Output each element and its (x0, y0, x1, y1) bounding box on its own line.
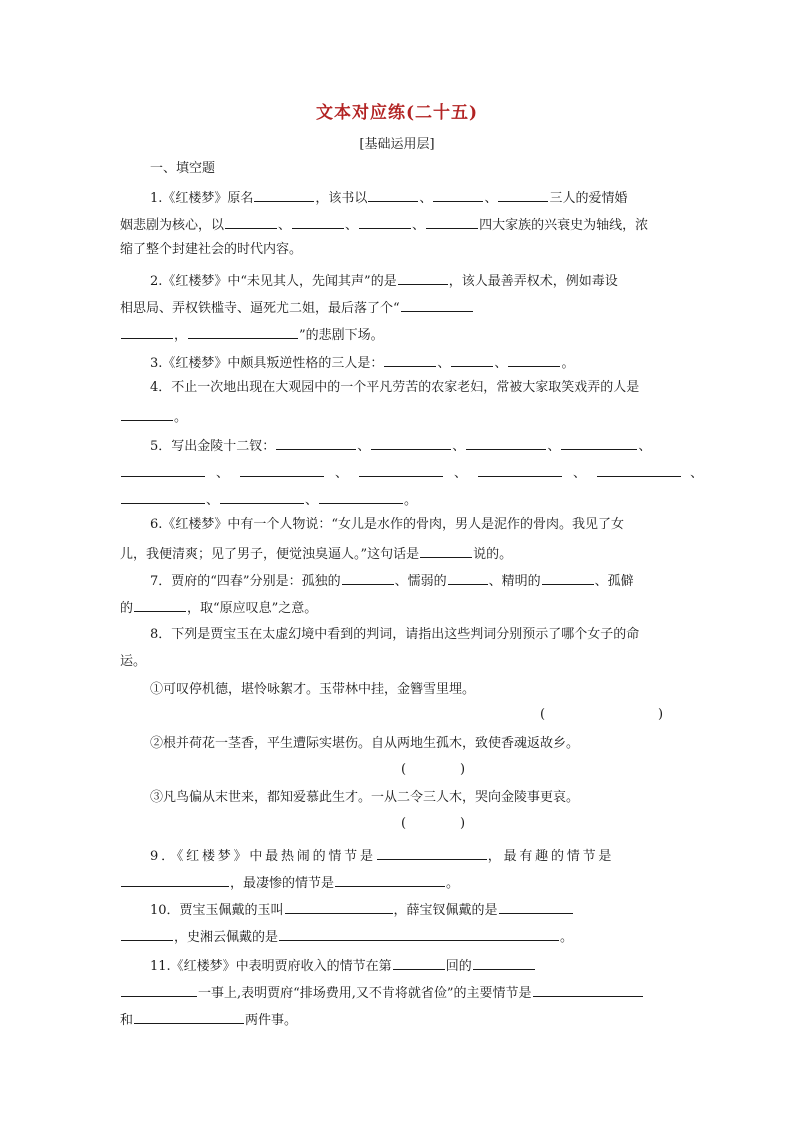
answer-blank[interactable] (426, 214, 478, 229)
question-6-line-2: 儿，我便清爽；见了男子，便觉浊臭逼人。”这句话是 说的。 (120, 543, 512, 564)
answer-blank[interactable] (342, 570, 394, 585)
question-6-line-1: 6.《红楼梦》中有一个人物说：“女儿是水作的骨肉，男人是泥作的骨肉。我见了女 (150, 517, 625, 532)
question-11-line-1: 11.《红楼梦》中表明贾府收入的情节在第 回的 (150, 955, 536, 976)
answer-blank[interactable] (542, 570, 594, 585)
answer-blank[interactable] (597, 462, 681, 477)
question-4-line-2: 。 (120, 406, 187, 427)
answer-paren-open: ( (540, 707, 546, 722)
answer-blank[interactable] (533, 982, 643, 997)
verse-1: ①可叹停机德，堪怜咏絮才。玉带林中挂，金簪雪里埋。 (150, 682, 476, 697)
question-8-line-1: 8．下列是贾宝玉在太虚幻境中看到的判词，请指出这些判词分别预示了哪个女子的命 (150, 627, 640, 642)
answer-blank[interactable] (508, 352, 560, 367)
answer-blank[interactable] (220, 489, 304, 504)
answer-paren-close: ) (658, 707, 664, 722)
verse-2: ②根并荷花一茎香，平生遭际实堪伤。自从两地生孤木，致使香魂返故乡。 (150, 736, 580, 751)
answer-blank[interactable] (433, 187, 483, 202)
answer-blank[interactable] (499, 899, 573, 914)
question-7-line-2: 的 ，取“原应叹息”之意。 (120, 597, 317, 618)
answer-blank[interactable] (121, 406, 173, 421)
answer-blank[interactable] (561, 435, 637, 450)
question-10-line-2: ，史湘云佩戴的是 。 (120, 926, 573, 947)
page-title: 文本对应练(二十五) (315, 103, 479, 123)
question-11-line-3: 和 两件事。 (120, 1009, 297, 1030)
answer-blank[interactable] (188, 324, 298, 339)
question-9-line-2: ，最凄惨的情节是 。 (120, 872, 459, 893)
answer-blank[interactable] (393, 955, 445, 970)
answer-blank[interactable] (359, 462, 443, 477)
answer-blank[interactable] (420, 543, 472, 558)
question-5-line-1: 5．写出金陵十二钗： 、 、 、 、 (150, 435, 651, 456)
answer-blank[interactable] (134, 1009, 244, 1024)
section-level-label: [基础运用层] (359, 137, 435, 152)
answer-blank[interactable] (121, 872, 229, 887)
answer-blank[interactable] (398, 270, 448, 285)
answer-paren-open: ( (401, 762, 407, 777)
answer-blank[interactable] (473, 955, 535, 970)
answer-blank[interactable] (498, 187, 548, 202)
question-11-line-2: 一事上,表明贾府“排场费用,又不肯将就省俭”的主要情节是 (120, 982, 644, 1003)
answer-blank[interactable] (448, 570, 488, 585)
answer-blank[interactable] (121, 982, 197, 997)
answer-blank[interactable] (466, 435, 546, 450)
answer-blank[interactable] (285, 899, 393, 914)
question-1-line-2: 姻悲剧为核心，以 、 、 、 四大家族的兴衰史为轴线，浓 (120, 214, 648, 235)
question-3: 3.《红楼梦》中颇具叛逆性格的三人是： 、 、 。 (150, 352, 574, 373)
answer-blank[interactable] (335, 872, 445, 887)
answer-blank[interactable] (134, 597, 186, 612)
answer-paren-close: ) (460, 762, 466, 777)
answer-blank[interactable] (401, 297, 473, 312)
question-1-line-1: 1.《红楼梦》原名 ，该书以 、 、 三人的爱情婚 (150, 187, 627, 208)
answer-blank[interactable] (121, 489, 205, 504)
answer-blank[interactable] (121, 462, 205, 477)
answer-paren-open: ( (401, 816, 407, 831)
answer-blank[interactable] (254, 187, 314, 202)
question-9-line-1: 9．《红楼梦》中最热闹的情节是 ，最有趣的情节是 (150, 845, 614, 866)
question-5-line-2: 、 、 、 、 、 (120, 462, 703, 483)
verse-3: ③凡鸟偏从末世来，都知爱慕此生才。一从二令三人木，哭向金陵事更哀。 (150, 790, 580, 805)
section-heading: 一、填空题 (150, 161, 216, 176)
question-2-line-1: 2.《红楼梦》中“未见其人，先闻其声”的是 ，该人最善弄权术，例如毒设 (150, 270, 618, 291)
answer-blank[interactable] (319, 489, 403, 504)
answer-blank[interactable] (478, 462, 562, 477)
question-5-line-3: 、 、 。 (120, 489, 417, 510)
answer-blank[interactable] (377, 845, 487, 860)
answer-blank[interactable] (240, 462, 324, 477)
answer-blank[interactable] (451, 352, 493, 367)
question-10-line-1: 10．贾宝玉佩戴的玉叫 ，薛宝钗佩戴的是 (150, 899, 574, 920)
answer-blank[interactable] (384, 352, 436, 367)
question-2-line-3: ， ”的悲剧下场。 (120, 324, 384, 345)
answer-blank[interactable] (292, 214, 344, 229)
question-1-line-3: 缩了整个封建社会的时代内容。 (120, 242, 303, 257)
answer-blank[interactable] (371, 435, 451, 450)
question-8-line-2: 运。 (120, 654, 147, 669)
question-2-line-2: 相思局、弄权铁槛寺、逼死尤二姐，最后落了个“ (120, 297, 474, 318)
answer-blank[interactable] (368, 187, 418, 202)
answer-blank[interactable] (121, 324, 173, 339)
question-7-line-1: 7．贾府的“四春”分别是：孤独的 、懦弱的 、精明的 、孤僻 (150, 570, 634, 591)
answer-blank[interactable] (359, 214, 411, 229)
answer-blank[interactable] (225, 214, 277, 229)
question-4-line-1: 4．不止一次地出现在大观园中的一个平凡劳苦的农家老妇，常被大家取笑戏弄的人是 (150, 380, 640, 395)
answer-blank[interactable] (279, 926, 559, 941)
answer-blank[interactable] (276, 435, 356, 450)
answer-paren-close: ) (460, 816, 466, 831)
answer-blank[interactable] (121, 926, 173, 941)
